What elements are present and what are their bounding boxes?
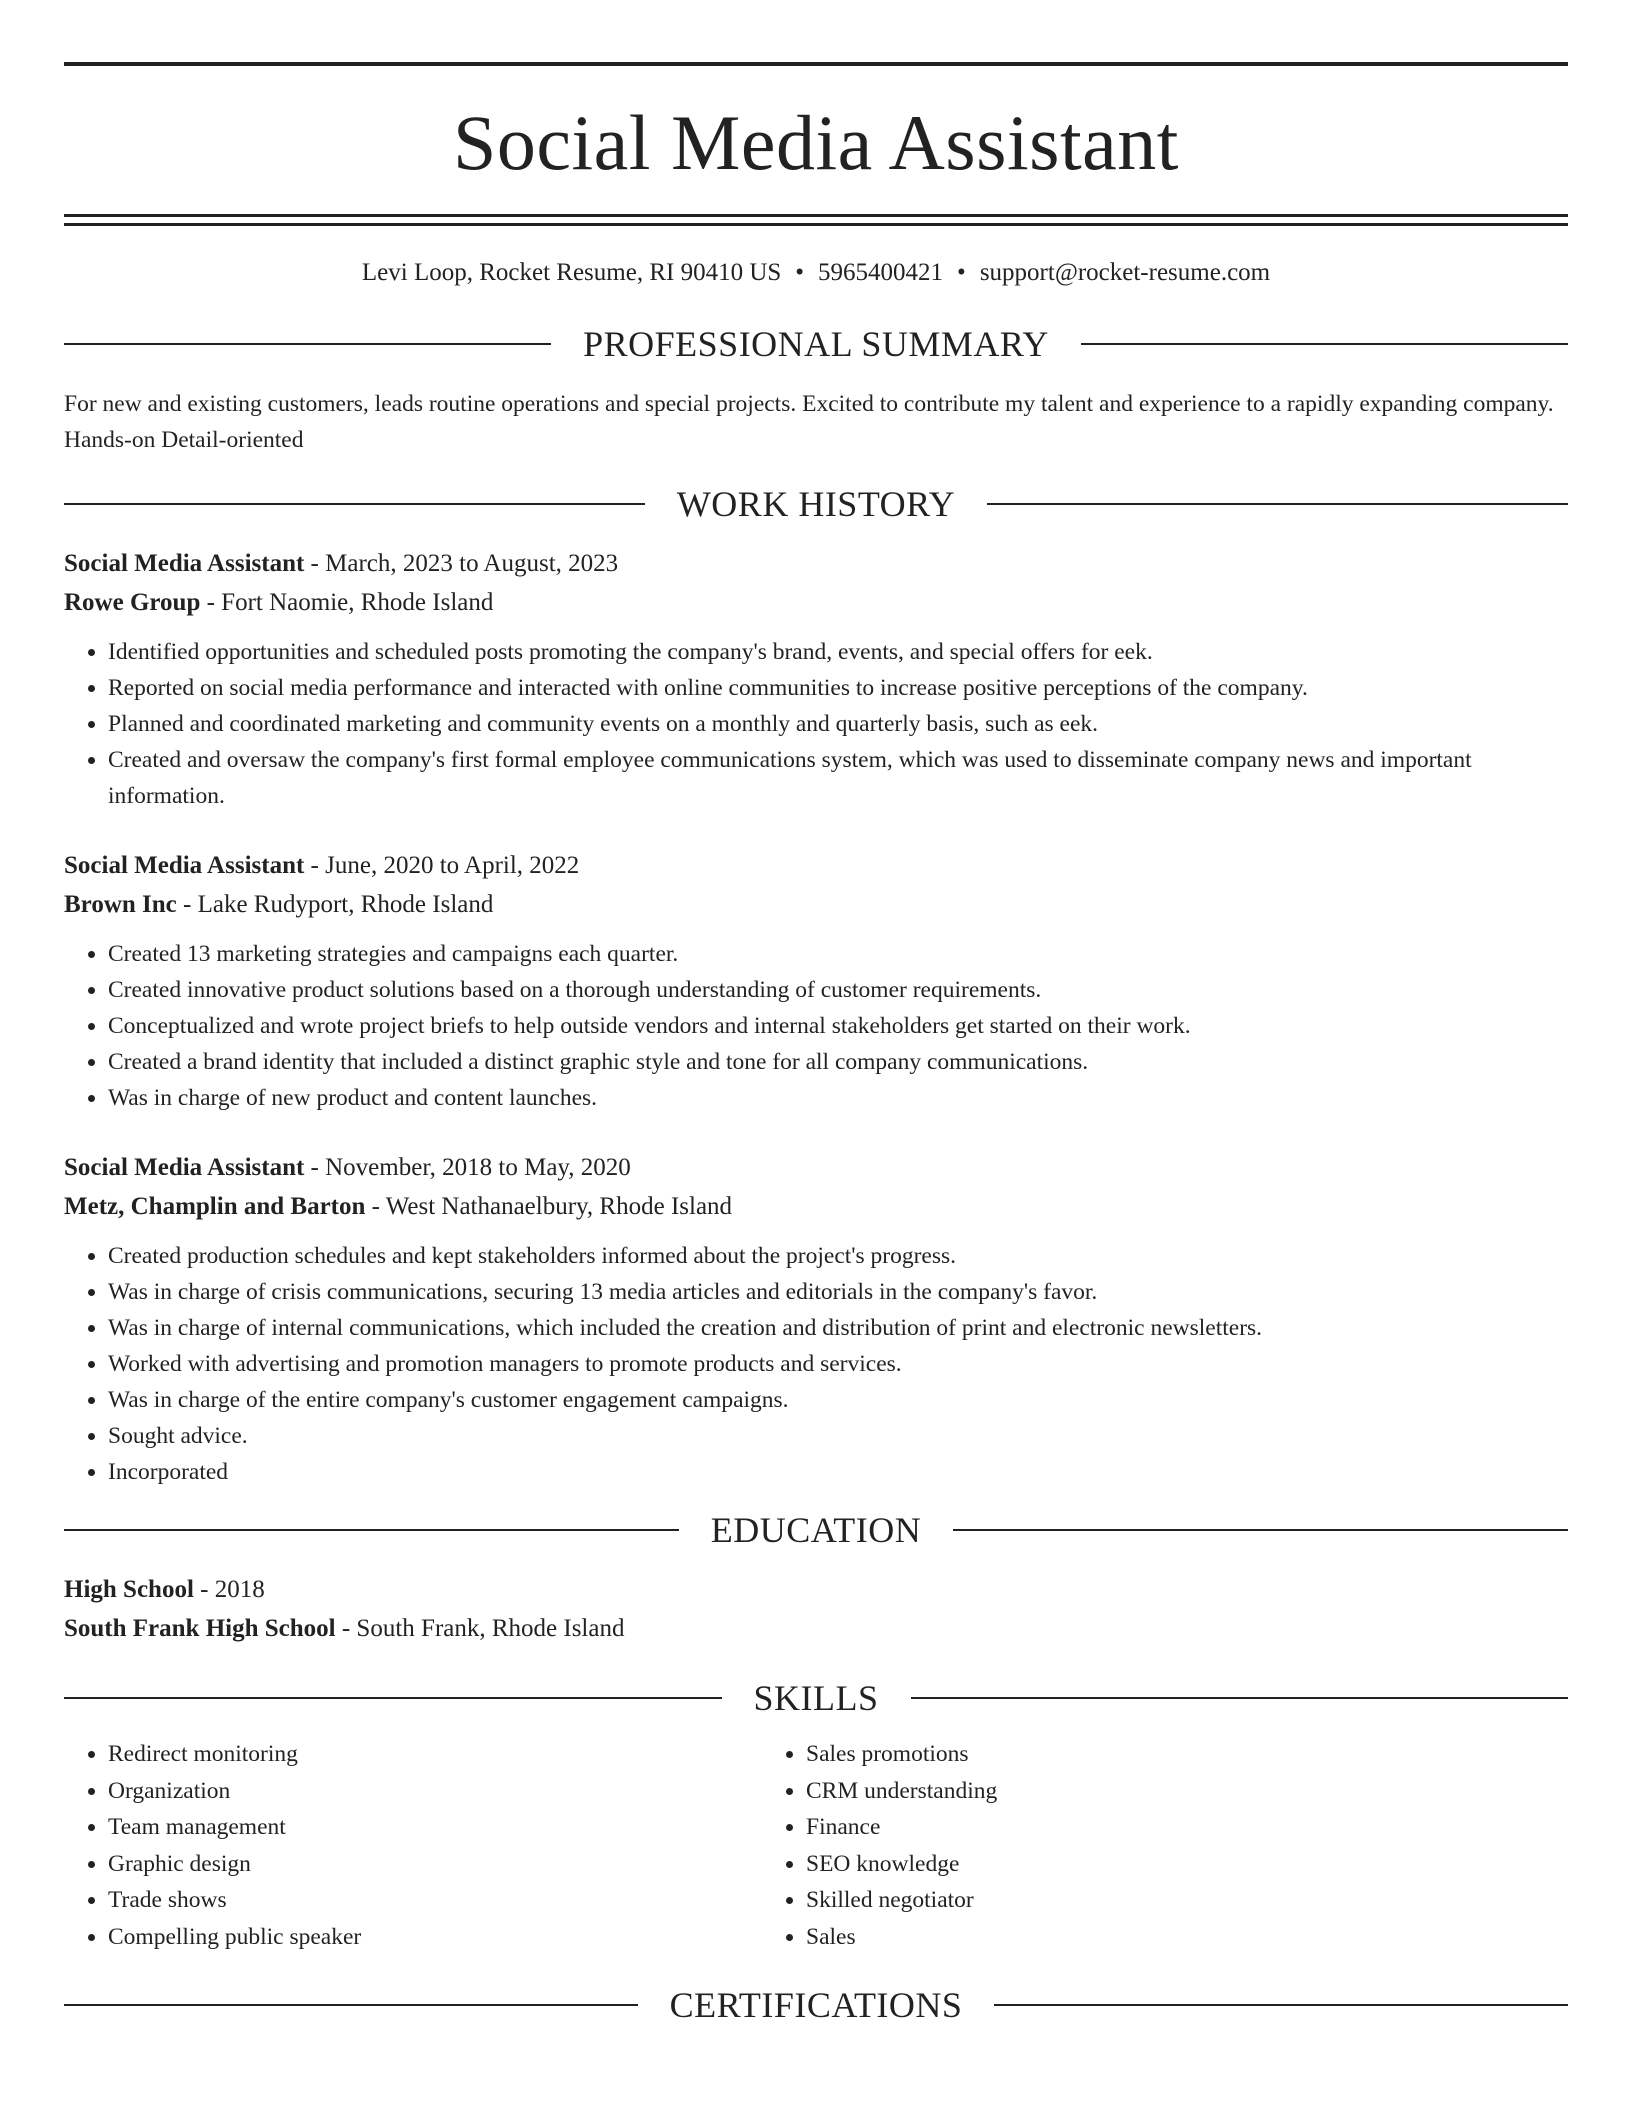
education-degree-line [64, 1570, 1568, 1609]
work-entry [64, 544, 1568, 814]
skill-item: • Sales promotions [806, 1736, 1460, 1773]
skill-item: • Team management [108, 1809, 762, 1846]
contact-line [64, 256, 1568, 290]
job-bullet: • Incorporated [108, 1454, 1568, 1490]
section-work-heading [64, 484, 1568, 524]
section-certifications-heading [64, 1985, 1568, 2025]
section-skills-heading [64, 1678, 1568, 1718]
work-entry [64, 1148, 1568, 1490]
job-company-line [64, 1187, 1568, 1226]
skill-item: • Trade shows [108, 1882, 762, 1919]
summary-text: For new and existing customers, leads routine operations and special projects. Excited to contribute my talent and experience to a rapidly expanding company. Hands-on Detail-oriented [64, 391, 1554, 453]
education-entry [64, 1570, 1568, 1648]
job-company: Metz, Champlin and Barton [64, 1193, 366, 1220]
skill-item: • CRM understanding [806, 1773, 1460, 1810]
job-title: Social Media Assistant [64, 550, 305, 577]
job-title: Social Media Assistant [64, 1154, 305, 1181]
job-location: - Lake Rudyport, Rhode Island [176, 891, 494, 918]
top-rule [64, 62, 1568, 66]
skills-column-left [64, 1736, 762, 1955]
header-double-rule [64, 214, 1568, 226]
skill-item: • Sales [806, 1919, 1460, 1956]
job-company-line [64, 583, 1568, 622]
job-bullet: • Reported on social media performance and interacted with online communities to increase positive perceptions of the company. [108, 670, 1568, 706]
job-bullet: • Conceptualized and wrote project briefs to help outside vendors and internal stakeholders get started on their work. [108, 1008, 1568, 1044]
job-company-line [64, 885, 1568, 924]
job-dates: - November, 2018 to May, 2020 [304, 1154, 631, 1181]
skills-column-right [762, 1736, 1460, 1955]
section-title: SKILLS [753, 1678, 879, 1718]
job-location: - Fort Naomie, Rhode Island [200, 589, 494, 616]
job-company: Rowe Group [64, 589, 201, 616]
education-year: - 2018 [193, 1576, 265, 1603]
job-bullet: • Created production schedules and kept stakeholders informed about the project's progress. [108, 1238, 1568, 1274]
contact-phone: 5965400421 [818, 259, 944, 286]
skill-item: • SEO knowledge [806, 1846, 1460, 1883]
section-title: CERTIFICATIONS [669, 1985, 963, 2025]
education-school: South Frank High School [64, 1615, 336, 1642]
skill-item: • Graphic design [108, 1846, 762, 1883]
job-bullet: • Worked with advertising and promotion managers to promote products and services. [108, 1346, 1568, 1382]
job-bullet: • Was in charge of the entire company's customer engagement campaigns. [108, 1382, 1568, 1418]
education-school-line [64, 1609, 1568, 1648]
contact-address: Levi Loop, Rocket Resume, RI 90410 US [361, 259, 782, 286]
section-education-heading [64, 1510, 1568, 1550]
job-bullet: • Was in charge of crisis communications, securing 13 media articles and editorials in the company's favor. [108, 1274, 1568, 1310]
education-degree: High School [64, 1576, 194, 1603]
section-summary-heading [64, 324, 1568, 364]
skill-item: • Organization [108, 1773, 762, 1810]
job-bullet: • Planned and coordinated marketing and community events on a monthly and quarterly basis, such as eek. [108, 706, 1568, 742]
job-title: Social Media Assistant [64, 852, 305, 879]
skills-list [64, 1736, 1568, 1955]
job-bullet: • Created a brand identity that included a distinct graphic style and tone for all company communications. [108, 1044, 1568, 1080]
job-title-line [64, 846, 1568, 885]
job-bullets [64, 634, 1568, 814]
job-bullet: • Was in charge of internal communications, which included the creation and distribution of print and electronic newsletters. [108, 1310, 1568, 1346]
job-bullet: • Created and oversaw the company's first formal employee communications system, which was used to disseminate company news and important information. [108, 742, 1568, 814]
job-bullets [64, 936, 1568, 1116]
skill-item: • Redirect monitoring [108, 1736, 762, 1773]
job-company: Brown Inc [64, 891, 177, 918]
job-title-line [64, 544, 1568, 583]
job-bullet: • Identified opportunities and scheduled posts promoting the company's brand, events, and special offers for eek. [108, 634, 1568, 670]
resume-page [64, 62, 1568, 2025]
job-bullet: • Sought advice. [108, 1418, 1568, 1454]
job-location: - West Nathanaelbury, Rhode Island [365, 1193, 733, 1220]
job-bullets [64, 1238, 1568, 1490]
work-entry [64, 846, 1568, 1116]
section-title: EDUCATION [710, 1510, 922, 1550]
skill-item: • Finance [806, 1809, 1460, 1846]
section-title: WORK HISTORY [676, 484, 956, 524]
job-dates: - March, 2023 to August, 2023 [304, 550, 619, 577]
job-title-line [64, 1148, 1568, 1187]
education-location: - South Frank, Rhode Island [335, 1615, 625, 1642]
contact-separator: • [795, 259, 805, 286]
skill-item: • Skilled negotiator [806, 1882, 1460, 1919]
job-dates: - June, 2020 to April, 2022 [304, 852, 580, 879]
section-title: PROFESSIONAL SUMMARY [583, 324, 1049, 364]
job-bullet: • Created 13 marketing strategies and campaigns each quarter. [108, 936, 1568, 972]
contact-separator: • [957, 259, 966, 286]
skill-item: • Compelling public speaker [108, 1919, 762, 1956]
resume-name: Social Media Assistant [453, 99, 1179, 186]
contact-email: support@rocket-resume.com [979, 259, 1271, 286]
job-bullet: • Created innovative product solutions based on a thorough understanding of customer requirements. [108, 972, 1568, 1008]
job-bullet: • Was in charge of new product and content launches. [108, 1080, 1568, 1116]
